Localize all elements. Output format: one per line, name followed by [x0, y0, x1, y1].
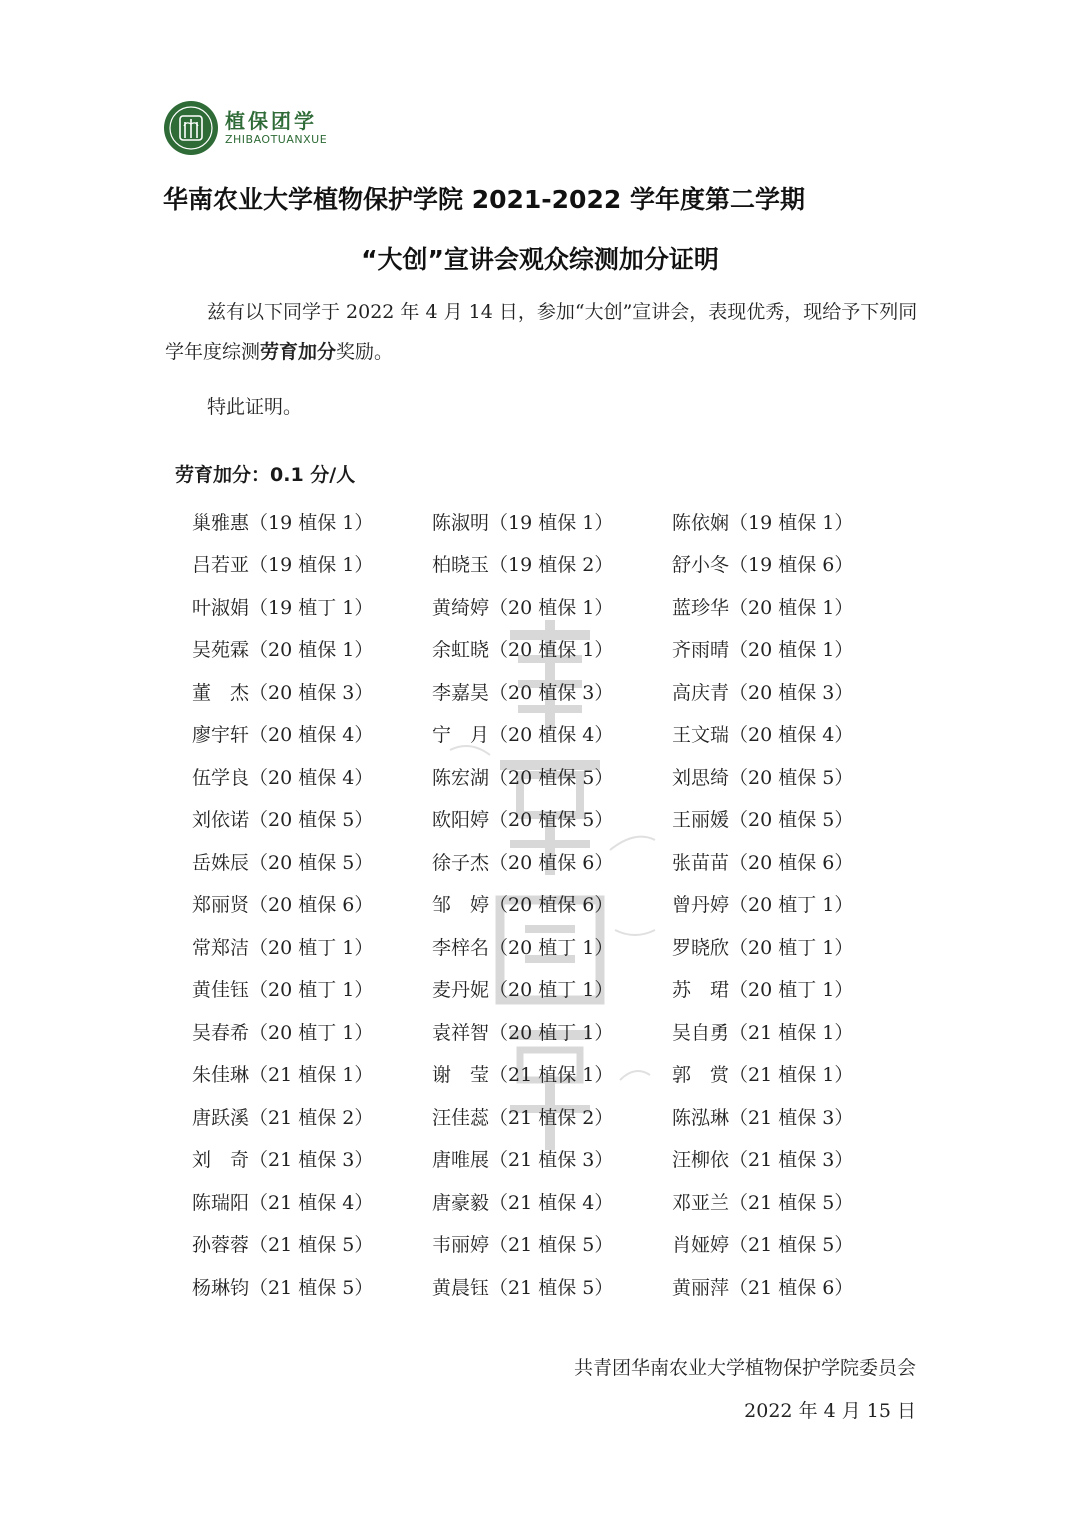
award-label: 劳育加分：0.1 分/人	[175, 464, 356, 486]
student-entry: 常郑洁（20 植丁 1）	[192, 936, 374, 959]
student-row	[192, 840, 912, 883]
student-entry: 韦丽婷（21 植保 5）	[432, 1234, 614, 1257]
student-entry: 柏晓玉（19 植保 2）	[432, 554, 614, 577]
student-entry: 张苗苗（20 植保 6）	[672, 851, 854, 874]
student-entry: 唐唯展（21 植保 3）	[432, 1149, 614, 1172]
student-row	[192, 798, 912, 841]
student-entry: 唐跃溪（21 植保 2）	[192, 1106, 374, 1129]
student-entry: 刘依诺（20 植保 5）	[192, 809, 374, 832]
student-entry: 孙蓉蓉（21 植保 5）	[192, 1234, 374, 1257]
student-entry: 郭 赏（21 植保 1）	[672, 1064, 854, 1087]
student-entry: 蓝珍华（20 植保 1）	[672, 596, 854, 619]
student-row	[192, 1223, 912, 1266]
student-entry: 叶淑娟（19 植丁 1）	[192, 596, 374, 619]
document-title-line-1: 华南农业大学植物保护学院 2021-2022 学年度第二学期	[163, 185, 805, 214]
student-entry: 汪佳蕊（21 植保 2）	[432, 1106, 614, 1129]
student-entry: 陈宏湖（20 植保 5）	[432, 766, 614, 789]
student-entry: 肖娅婷（21 植保 5）	[672, 1234, 854, 1257]
student-row	[192, 883, 912, 926]
student-entry: 吕若亚（19 植保 1）	[192, 554, 374, 577]
student-entry: 朱佳琳（21 植保 1）	[192, 1064, 374, 1087]
student-entry: 杨琳钧（21 植保 5）	[192, 1276, 374, 1299]
student-entry: 董 杰（20 植保 3）	[192, 681, 374, 704]
student-row	[192, 1010, 912, 1053]
issuer-name: 共青团华南农业大学植物保护学院委员会	[573, 1357, 916, 1379]
student-entry: 吴自勇（21 植保 1）	[672, 1021, 854, 1044]
header-logo	[163, 100, 327, 156]
student-entry: 曾丹婷（20 植丁 1）	[672, 894, 854, 917]
student-entry: 吴苑霖（20 植保 1）	[192, 639, 374, 662]
student-entry: 袁祥智（20 植丁 1）	[432, 1021, 614, 1044]
student-row	[192, 755, 912, 798]
student-entry: 廖宇轩（20 植保 4）	[192, 724, 374, 747]
student-row	[192, 628, 912, 671]
issue-date: 2022 年 4 月 15 日	[744, 1400, 916, 1422]
student-entry: 苏 珺（20 植丁 1）	[672, 979, 854, 1002]
student-entry: 欧阳婷（20 植保 5）	[432, 809, 614, 832]
student-entry: 巢雅惠（19 植保 1）	[192, 511, 374, 534]
student-entry: 王文瑞（20 植保 4）	[672, 724, 854, 747]
student-entry: 陈瑞阳（21 植保 4）	[192, 1191, 374, 1214]
student-entry: 齐雨晴（20 植保 1）	[672, 639, 854, 662]
student-list	[192, 500, 912, 1308]
closing-statement: 特此证明。	[207, 396, 303, 418]
student-entry: 黄晨钰（21 植保 5）	[432, 1276, 614, 1299]
student-entry: 李嘉昊（20 植保 3）	[432, 681, 614, 704]
student-entry: 宁 月（20 植保 4）	[432, 724, 614, 747]
student-entry: 麦丹妮（20 植丁 1）	[432, 979, 614, 1002]
student-row	[192, 1053, 912, 1096]
student-entry: 郑丽贤（20 植保 6）	[192, 894, 374, 917]
student-row	[192, 713, 912, 756]
student-entry: 吴春希（20 植丁 1）	[192, 1021, 374, 1044]
student-entry: 舒小冬（19 植保 6）	[672, 554, 854, 577]
logo-name-cn: 植保团学	[225, 109, 317, 133]
student-entry: 汪柳依（21 植保 3）	[672, 1149, 854, 1172]
student-entry: 陈依娴（19 植保 1）	[672, 511, 854, 534]
body-text-1: 兹有以下同学于 2022 年 4 月 14 日，参加“大创”宣讲会，表现优秀，现给予下列同学年度综测	[165, 301, 918, 363]
student-entry: 邹 婷（20 植保 6）	[432, 894, 614, 917]
student-entry: 黄绮婷（20 植保 1）	[432, 596, 614, 619]
student-row	[192, 543, 912, 586]
student-entry: 邓亚兰（21 植保 5）	[672, 1191, 854, 1214]
student-entry: 黄佳钰（20 植丁 1）	[192, 979, 374, 1002]
student-entry: 唐豪毅（21 植保 4）	[432, 1191, 614, 1214]
student-entry: 刘思绮（20 植保 5）	[672, 766, 854, 789]
student-row	[192, 670, 912, 713]
student-entry: 陈淑明（19 植保 1）	[432, 511, 614, 534]
student-entry: 罗晓欣（20 植丁 1）	[672, 936, 854, 959]
student-entry: 岳姝辰（20 植保 5）	[192, 851, 374, 874]
body-text-2: 奖励。	[336, 341, 394, 363]
student-row	[192, 968, 912, 1011]
student-row	[192, 925, 912, 968]
document-title-line-2: “大创”宣讲会观众综测加分证明	[361, 245, 719, 274]
student-entry: 黄丽萍（21 植保 6）	[672, 1276, 854, 1299]
student-entry: 谢 莹（21 植保 1）	[432, 1064, 614, 1087]
student-row	[192, 1095, 912, 1138]
student-entry: 徐子杰（20 植保 6）	[432, 851, 614, 874]
student-row	[192, 1138, 912, 1181]
logo-badge-icon	[163, 100, 219, 156]
student-row	[192, 585, 912, 628]
student-entry: 高庆青（20 植保 3）	[672, 681, 854, 704]
body-paragraph	[165, 292, 925, 372]
logo-name-en: ZHIBAOTUANXUE	[225, 133, 328, 146]
student-entry: 伍学良（20 植保 4）	[192, 766, 374, 789]
student-row	[192, 1180, 912, 1223]
student-row	[192, 1265, 912, 1308]
body-text-bold: 劳育加分	[260, 341, 337, 363]
student-row	[192, 500, 912, 543]
student-entry: 陈泓琳（21 植保 3）	[672, 1106, 854, 1129]
student-entry: 李梓名（20 植丁 1）	[432, 936, 614, 959]
student-entry: 余虹晓（20 植保 1）	[432, 639, 614, 662]
student-entry: 王丽媛（20 植保 5）	[672, 809, 854, 832]
student-entry: 刘 奇（21 植保 3）	[192, 1149, 374, 1172]
